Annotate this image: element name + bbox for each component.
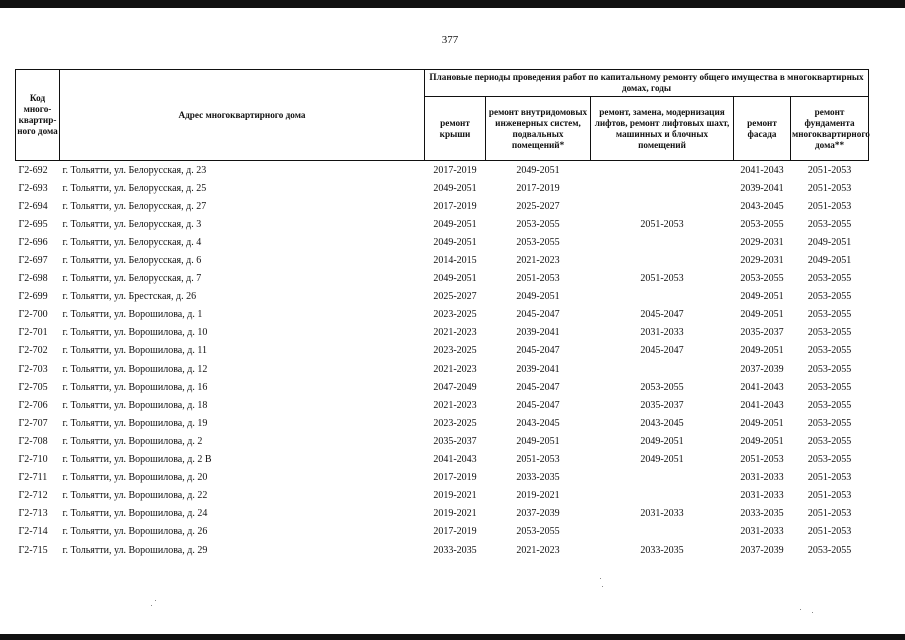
header-address: Адрес многоквартирного дома — [60, 70, 425, 161]
scan-speck — [602, 586, 603, 587]
cell-facade: 2031-2033 — [740, 526, 784, 538]
cell-code: Г2-697 — [18, 255, 48, 267]
cell-code: Г2-706 — [18, 399, 48, 411]
cell-elevators: 2035-2037 — [640, 399, 684, 411]
cell-code: Г2-698 — [18, 273, 48, 285]
cell-roof: 2014-2015 — [433, 255, 477, 267]
cell-foundation: 2051-2053 — [807, 508, 852, 520]
cell-engineering: 2051-2053 — [516, 273, 560, 285]
cell-facade: 2049-2051 — [740, 435, 784, 447]
cell-roof: 2035-2037 — [433, 435, 477, 447]
cell-address: г. Тольятти, ул. Ворошилова, д. 11 — [62, 345, 207, 357]
cell-elevators: 2053-2055 — [640, 381, 684, 393]
cell-elevators — [591, 523, 734, 541]
cell-engineering: 2039-2041 — [516, 363, 560, 375]
cell-roof: 2049-2051 — [433, 182, 477, 194]
header-elevators: ремонт, замена, модернизация лифтов, ремонт лифтовых шахт, машинных и блочных помещений — [591, 97, 734, 161]
table-row — [16, 251, 869, 269]
cell-roof: 2017-2019 — [433, 526, 477, 538]
cell-elevators: 2045-2047 — [640, 309, 684, 321]
table-row — [16, 432, 869, 450]
cell-elevators — [591, 197, 734, 215]
cell-elevators: 2049-2051 — [640, 454, 684, 466]
cell-engineering: 2051-2053 — [516, 454, 560, 466]
cell-code: Г2-708 — [18, 435, 48, 447]
table-row — [16, 378, 869, 396]
cell-elevators — [591, 360, 734, 378]
cell-roof: 2049-2051 — [433, 218, 477, 230]
cell-foundation: 2053-2055 — [807, 218, 852, 230]
cell-engineering: 2049-2051 — [516, 164, 560, 176]
table-row — [16, 324, 869, 342]
cell-code: Г2-715 — [18, 544, 48, 556]
cell-address: г. Тольятти, ул. Ворошилова, д. 24 — [62, 508, 208, 520]
cell-address: г. Тольятти, ул. Ворошилова, д. 26 — [62, 526, 208, 538]
cell-elevators: 2033-2035 — [640, 544, 684, 556]
cell-address: г. Тольятти, ул. Ворошилова, д. 10 — [62, 327, 208, 339]
cell-facade: 2041-2043 — [740, 164, 784, 176]
cell-roof: 2023-2025 — [433, 417, 477, 429]
table-row — [16, 451, 869, 469]
cell-code: Г2-702 — [18, 345, 48, 357]
cell-code: Г2-713 — [18, 508, 48, 520]
cell-engineering: 2019-2021 — [516, 490, 560, 502]
cell-code: Г2-707 — [18, 417, 48, 429]
cell-foundation: 2053-2055 — [807, 381, 852, 393]
cell-roof: 2019-2021 — [433, 490, 477, 502]
bottom-scan-border — [0, 634, 905, 640]
table-row — [16, 270, 869, 288]
cell-engineering: 2049-2051 — [516, 291, 560, 303]
cell-address: г. Тольятти, ул. Белорусская, д. 27 — [62, 200, 207, 212]
table-row — [16, 505, 869, 523]
table-row — [16, 469, 869, 487]
cell-engineering: 2033-2035 — [516, 472, 560, 484]
cell-engineering: 2045-2047 — [516, 399, 560, 411]
cell-roof: 2021-2023 — [433, 399, 477, 411]
cell-foundation: 2049-2051 — [807, 236, 852, 248]
table-row — [16, 342, 869, 360]
cell-elevators — [591, 487, 734, 505]
page-number: 377 — [441, 34, 459, 46]
cell-roof: 2017-2019 — [433, 200, 477, 212]
cell-elevators — [591, 288, 734, 306]
cell-address: г. Тольятти, ул. Ворошилова, д. 1 — [62, 309, 203, 321]
cell-facade: 2035-2037 — [740, 327, 784, 339]
cell-roof: 2033-2035 — [433, 544, 477, 556]
cell-code: Г2-712 — [18, 490, 48, 502]
cell-facade: 2041-2043 — [740, 399, 784, 411]
cell-engineering: 2045-2047 — [516, 345, 560, 357]
cell-elevators — [591, 179, 734, 197]
cell-address: г. Тольятти, ул. Ворошилова, д. 29 — [62, 544, 208, 556]
table-row — [16, 360, 869, 378]
cell-code: Г2-694 — [18, 200, 48, 212]
capital-repair-schedule-table — [15, 69, 869, 559]
cell-facade: 2041-2043 — [740, 381, 784, 393]
table-row — [16, 541, 869, 559]
cell-address: г. Тольятти, ул. Ворошилова, д. 2 — [62, 435, 203, 447]
cell-roof: 2021-2023 — [433, 327, 477, 339]
cell-facade: 2049-2051 — [740, 345, 784, 357]
cell-code: Г2-705 — [18, 381, 48, 393]
cell-foundation: 2053-2055 — [807, 544, 852, 556]
cell-facade: 2037-2039 — [740, 544, 784, 556]
cell-elevators: 2051-2053 — [640, 218, 684, 230]
cell-engineering: 2037-2039 — [516, 508, 560, 520]
cell-address: г. Тольятти, ул. Белорусская, д. 6 — [62, 255, 202, 267]
cell-engineering: 2021-2023 — [516, 255, 560, 267]
cell-address: г. Тольятти, ул. Белорусская, д. 23 — [62, 164, 207, 176]
header-foundation: ремонт фундамента многоквартирного дома** — [791, 97, 869, 161]
cell-address: г. Тольятти, ул. Белорусская, д. 3 — [62, 218, 202, 230]
cell-code: Г2-703 — [18, 363, 48, 375]
cell-code: Г2-714 — [18, 526, 48, 538]
cell-code: Г2-701 — [18, 327, 48, 339]
cell-engineering: 2039-2041 — [516, 327, 560, 339]
header-facade: ремонт фасада — [734, 97, 791, 161]
cell-elevators — [591, 251, 734, 269]
cell-engineering: 2043-2045 — [516, 417, 560, 429]
cell-elevators: 2031-2033 — [640, 327, 684, 339]
cell-engineering: 2053-2055 — [516, 218, 560, 230]
scan-speck — [151, 605, 152, 606]
cell-code: Г2-693 — [18, 182, 48, 194]
cell-roof: 2047-2049 — [433, 381, 477, 393]
cell-foundation: 2053-2055 — [807, 454, 852, 466]
cell-elevators — [591, 161, 734, 180]
cell-foundation: 2053-2055 — [807, 291, 852, 303]
cell-foundation: 2053-2055 — [807, 363, 852, 375]
cell-roof: 2025-2027 — [433, 291, 477, 303]
cell-elevators — [591, 469, 734, 487]
cell-roof: 2017-2019 — [433, 472, 477, 484]
cell-facade: 2053-2055 — [740, 273, 784, 285]
cell-roof: 2049-2051 — [433, 273, 477, 285]
cell-roof: 2019-2021 — [433, 508, 477, 520]
cell-code: Г2-711 — [18, 472, 48, 484]
cell-facade: 2051-2053 — [740, 454, 784, 466]
table-header — [16, 70, 869, 161]
cell-foundation: 2051-2053 — [807, 182, 852, 194]
scan-speck — [800, 609, 801, 610]
cell-address: г. Тольятти, ул. Ворошилова, д. 19 — [62, 417, 208, 429]
cell-elevators — [591, 233, 734, 251]
table-row — [16, 233, 869, 251]
table-row — [16, 288, 869, 306]
header-periods-group: Плановые периоды проведения работ по капитальному ремонту общего имущества в многоквартирных домах, годы — [425, 70, 869, 97]
cell-foundation: 2051-2053 — [807, 472, 852, 484]
table-row — [16, 215, 869, 233]
cell-roof: 2021-2023 — [433, 363, 477, 375]
table-body — [16, 161, 869, 560]
header-roof: ремонт крыши — [425, 97, 486, 161]
cell-code: Г2-696 — [18, 236, 48, 248]
cell-foundation: 2051-2053 — [807, 490, 852, 502]
table-row — [16, 306, 869, 324]
cell-engineering: 2053-2055 — [516, 526, 560, 538]
cell-address: г. Тольятти, ул. Ворошилова, д. 16 — [62, 381, 208, 393]
cell-engineering: 2053-2055 — [516, 236, 560, 248]
cell-facade: 2039-2041 — [740, 182, 784, 194]
cell-facade: 2033-2035 — [740, 508, 784, 520]
cell-foundation: 2051-2053 — [807, 164, 852, 176]
table-row — [16, 161, 869, 180]
cell-code: Г2-692 — [18, 164, 48, 176]
cell-code: Г2-699 — [18, 291, 48, 303]
cell-engineering: 2045-2047 — [516, 309, 560, 321]
cell-engineering: 2049-2051 — [516, 435, 560, 447]
cell-foundation: 2053-2055 — [807, 399, 852, 411]
cell-address: г. Тольятти, ул. Белорусская, д. 4 — [62, 236, 202, 248]
cell-facade: 2029-2031 — [740, 255, 784, 267]
cell-elevators: 2049-2051 — [640, 435, 684, 447]
cell-foundation: 2051-2053 — [807, 526, 852, 538]
cell-engineering: 2025-2027 — [516, 200, 560, 212]
cell-elevators: 2045-2047 — [640, 345, 684, 357]
table-row — [16, 179, 869, 197]
header-code: Код много-квартир-ного дома — [16, 70, 60, 161]
cell-engineering: 2045-2047 — [516, 381, 560, 393]
top-scan-border — [0, 0, 905, 8]
cell-roof: 2017-2019 — [433, 164, 477, 176]
scan-speck — [812, 612, 813, 613]
cell-address: г. Тольятти, ул. Брестская, д. 26 — [62, 291, 197, 303]
table-row — [16, 414, 869, 432]
cell-roof: 2023-2025 — [433, 309, 477, 321]
cell-address: г. Тольятти, ул. Белорусская, д. 25 — [62, 182, 207, 194]
cell-address: г. Тольятти, ул. Ворошилова, д. 12 — [62, 363, 208, 375]
cell-roof: 2049-2051 — [433, 236, 477, 248]
header-engineering: ремонт внутридомовых инженерных систем, подвальных помещений* — [486, 97, 591, 161]
cell-foundation: 2053-2055 — [807, 327, 852, 339]
cell-foundation: 2053-2055 — [807, 309, 852, 321]
cell-address: г. Тольятти, ул. Белорусская, д. 7 — [62, 273, 202, 285]
cell-facade: 2049-2051 — [740, 291, 784, 303]
cell-code: Г2-710 — [18, 454, 48, 466]
cell-foundation: 2053-2055 — [807, 273, 852, 285]
cell-address: г. Тольятти, ул. Ворошилова, д. 20 — [62, 472, 208, 484]
cell-address: г. Тольятти, ул. Ворошилова, д. 2 В — [62, 454, 212, 466]
cell-roof: 2041-2043 — [433, 454, 477, 466]
table-row — [16, 523, 869, 541]
cell-address: г. Тольятти, ул. Ворошилова, д. 22 — [62, 490, 208, 502]
cell-facade: 2029-2031 — [740, 236, 784, 248]
cell-code: Г2-700 — [18, 309, 48, 321]
cell-foundation: 2053-2055 — [807, 345, 852, 357]
cell-facade: 2053-2055 — [740, 218, 784, 230]
cell-roof: 2023-2025 — [433, 345, 477, 357]
cell-facade: 2037-2039 — [740, 363, 784, 375]
cell-address: г. Тольятти, ул. Ворошилова, д. 18 — [62, 399, 208, 411]
cell-facade: 2049-2051 — [740, 309, 784, 321]
cell-foundation: 2049-2051 — [807, 255, 852, 267]
cell-foundation: 2053-2055 — [807, 435, 852, 447]
cell-facade: 2031-2033 — [740, 490, 784, 502]
cell-code: Г2-695 — [18, 218, 48, 230]
cell-foundation: 2051-2053 — [807, 200, 852, 212]
cell-facade: 2049-2051 — [740, 417, 784, 429]
scan-speck — [600, 578, 601, 579]
cell-facade: 2043-2045 — [740, 200, 784, 212]
table-row — [16, 197, 869, 215]
cell-elevators: 2031-2033 — [640, 508, 684, 520]
cell-elevators: 2043-2045 — [640, 417, 684, 429]
table-row — [16, 396, 869, 414]
cell-foundation: 2053-2055 — [807, 417, 852, 429]
table-row — [16, 487, 869, 505]
cell-facade: 2031-2033 — [740, 472, 784, 484]
cell-engineering: 2021-2023 — [516, 544, 560, 556]
scan-speck — [155, 600, 156, 601]
cell-elevators: 2051-2053 — [640, 273, 684, 285]
cell-engineering: 2017-2019 — [516, 182, 560, 194]
